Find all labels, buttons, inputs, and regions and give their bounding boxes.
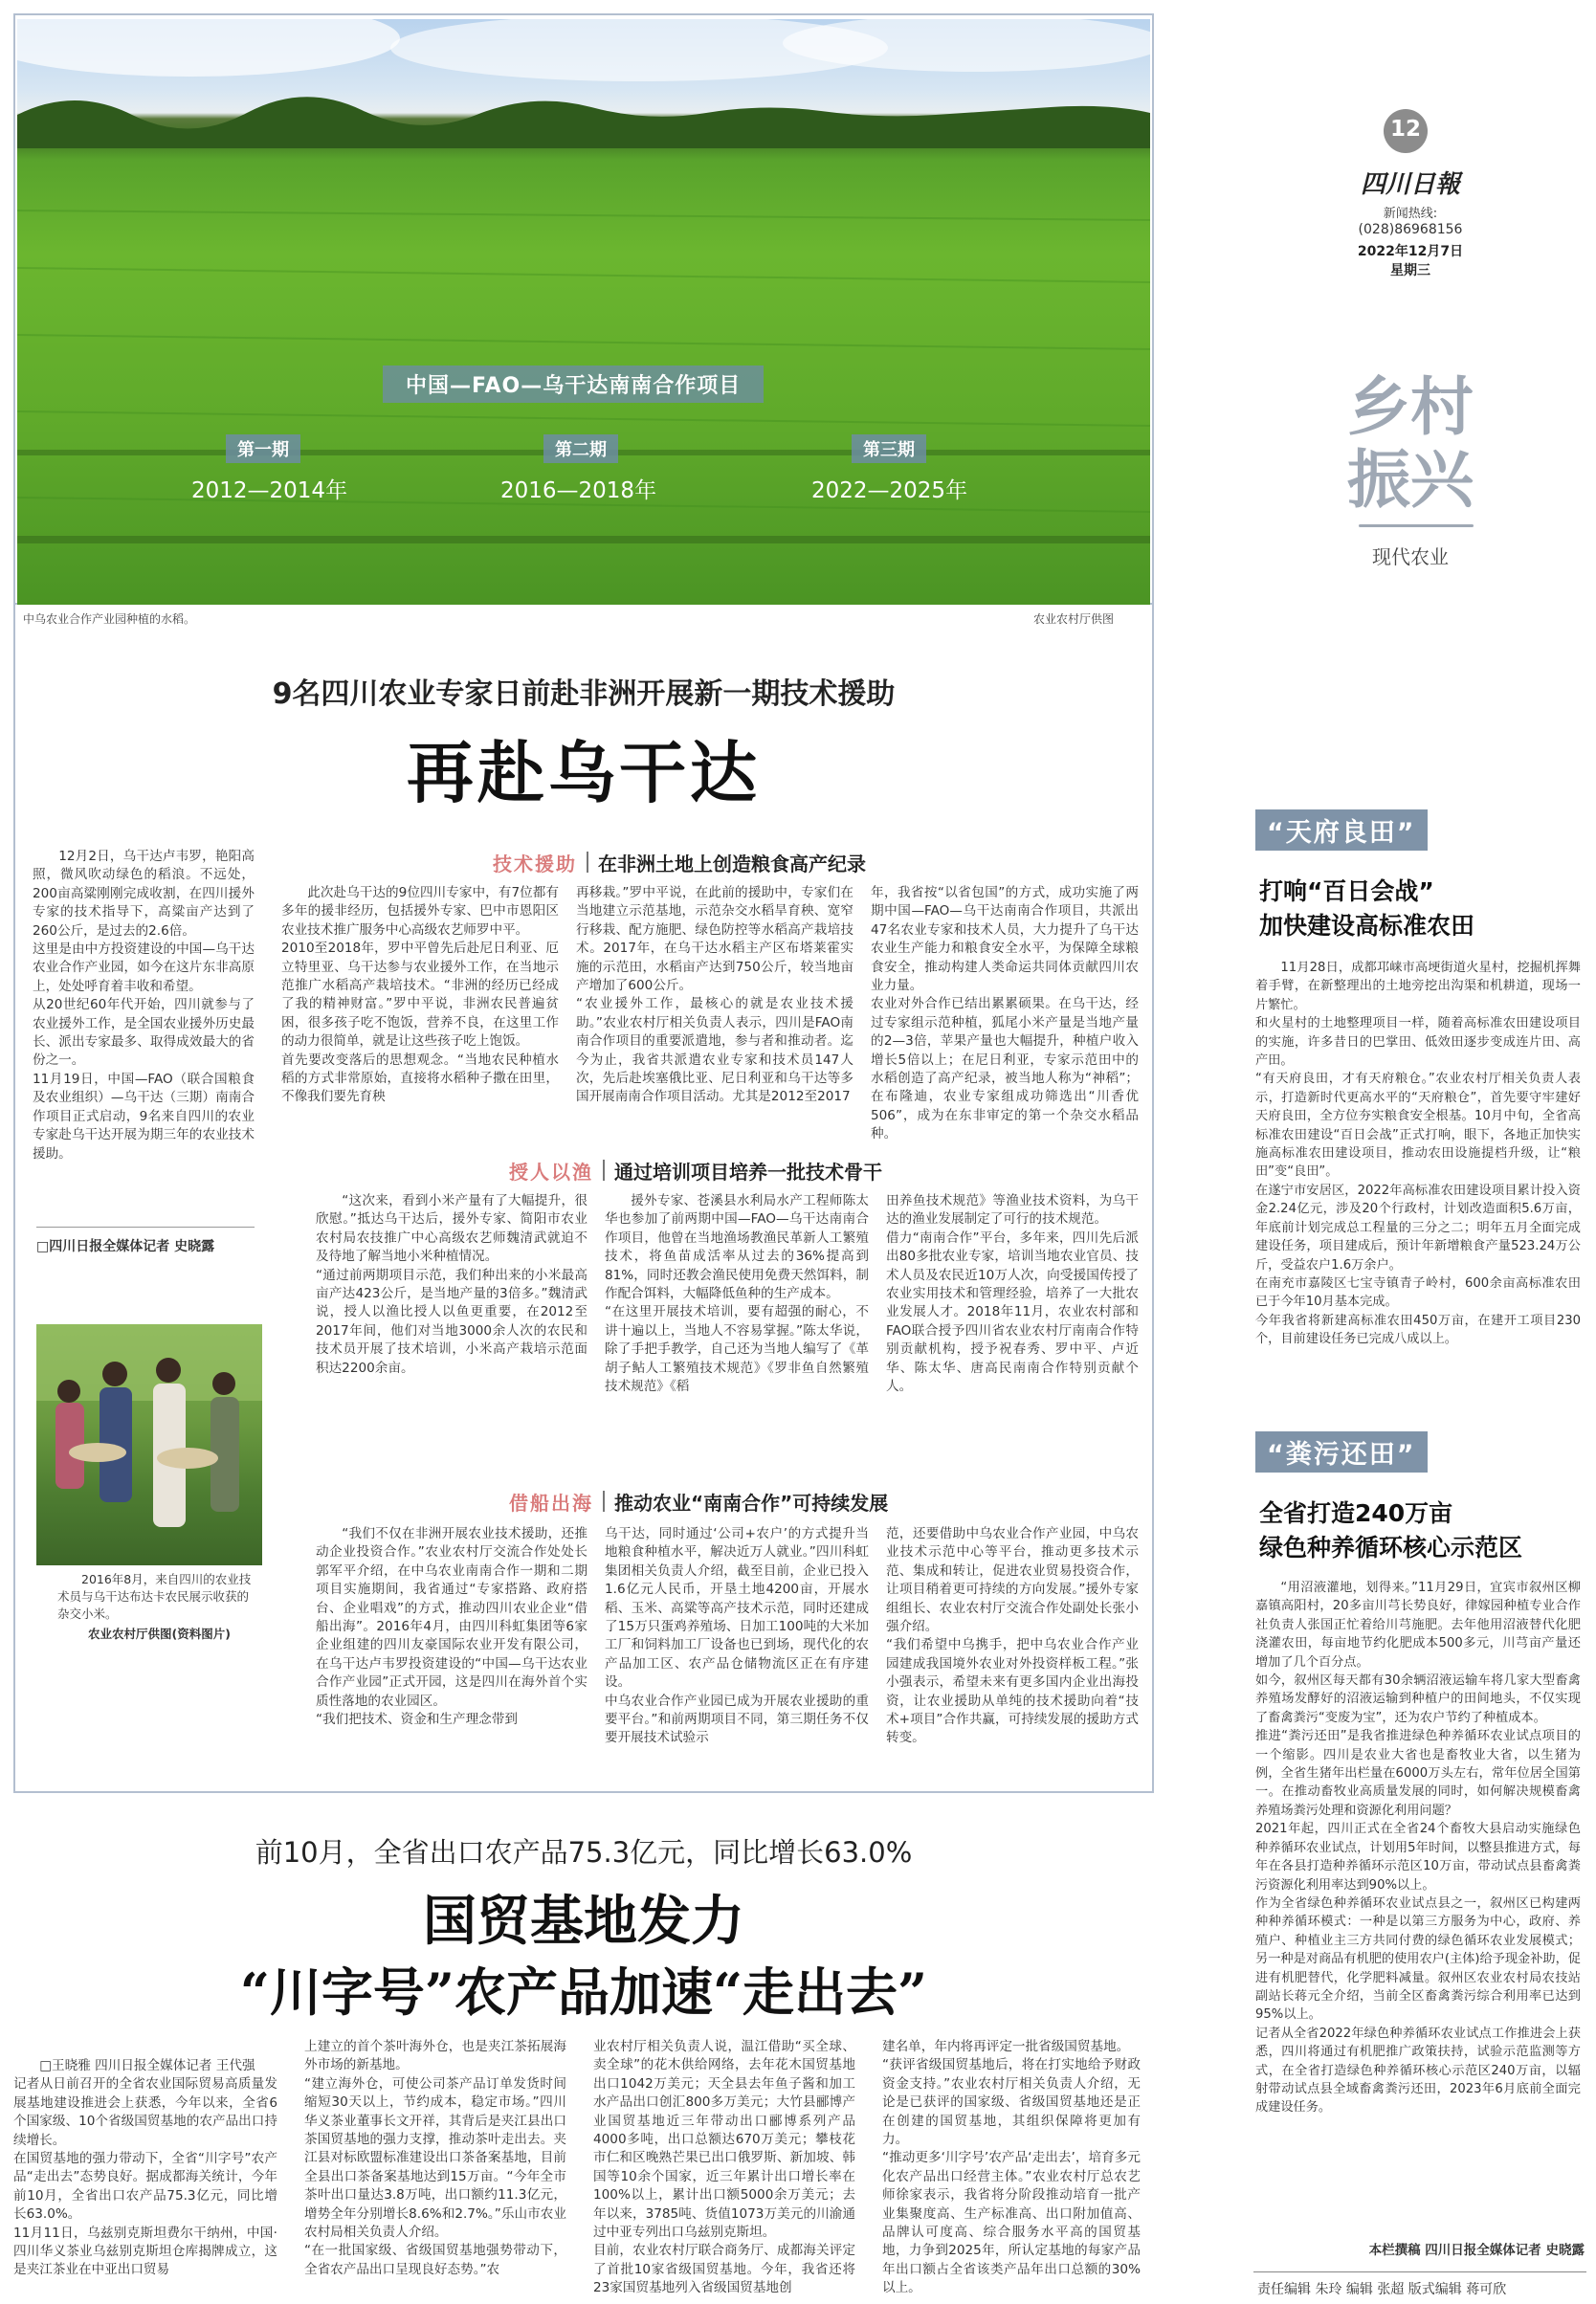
section-1-tag: 技术援助 [493,852,577,875]
inset-people [36,1324,262,1565]
sidebar-editor-note: 本栏撰稿 四川日报全媒体记者 史晓露 [1368,2243,1585,2258]
sidebar-story2-banner: “粪污还田” [1255,1431,1428,1473]
section-1-text-3: 年，我省按“以省包国”的方式，成功实施了两期中国—FAO—乌干达南南合作项目，共派出47名农业专家和技术人员，大力提升了乌干达农业生产能力和粮食安全水平，为保障全球粮食安全，推动构建人类命运共同体贡献四川农业力量。 农业对外合作已结出累累硕果。在乌干达，经过专家组示范种植，狐尾小米产量是当地产量的2—3倍，苹果产量也大幅提升，种植户收入增长5倍以上；在尼日利亚，专家示范田中的水稻创造了高产纪录，被当地人称为“神稻”；在布隆迪，农业专家组成功筛选出“川香优506”，成为在东非审定的第一个杂交水稻品种。 [871,885,1139,1142]
section-1-title: 在非洲土地上创造粮食高产纪录 [598,852,866,875]
sidebar-story1-body [1255,959,1581,1370]
section-2-title: 通过培训项目培养一批技术骨干 [614,1160,882,1184]
section-1-text-1: 此次赴乌干达的9位四川专家中，有7位都有多年的援非经历，包括援外专家、巴中市恩阳区农业技术推广服务中心高级农艺师罗中平。 2010至2018年，罗中平曾先后赴尼日利亚、厄立特里亚、乌干达参与农业援外工作，在当地示范推广水稻高产栽培技术。“非洲的经历已经成了我的精神财富。”罗中平说，非洲农民普遍贫困，很多孩子吃不饱饭，营养不良，在这里工作的动力很简单，就是让这些孩子吃上饱饭。 首先要改变落后的思想观念。“当地农民种植水稻的方式非常原始，直接将水稻种子撒在田里，不像我们要先育秧 [281,885,559,1105]
section-3-text-3: 范，还要借助中乌农业合作产业园，中乌农业技术示范中心等平台，推动更多技术示范、集成和转让，促进农业贸易投资合作，让项目稍着更可持续的方向发展。”援外专家组组长、农业农村厅交流合作处副处长张小强介绍。 “我们希望中乌携手，把中乌农业合作产业园建成我国境外农业对外投资样板工程。”张小强表示，希望未来有更多国内企业出海投资，让农业援助从单纯的技术援助向着“技术+项目”合作共赢，可持续发展的援助方式转变。 [886,1526,1139,1746]
phase-1-years: 2012—2014年 [191,478,348,503]
issue-date: 2022年12月7日 [1357,244,1464,259]
article1-byline: □四川日报全媒体记者 史晓露 [36,1239,215,1254]
section-3-divider [603,1491,605,1512]
footer-rule [1253,2271,1586,2272]
section-2-text-2: 援外专家、苍溪县水利局水产工程师陈太华也参加了前两期中国—FAO—乌干达南南合作项目，他曾在当地渔场教渔民革新人工繁殖技术，将鱼苗成活率从过去的36%提高到81%，同时还教会渔民使用免费天然饵料，制作配合饵料，大幅降低鱼种的生产成本。 “在这里开展技术培训，要有超强的耐心，不讲十遍以上，当地人不容易掌握。”陈太华说，除了手把手教学，自己还为当地人编写了《革胡子鲇人工繁殖技术规范》《罗非鱼自然繁殖技术规范》《稻 [605,1193,869,1395]
article2-headline-1: 国贸基地发力 [423,1890,744,1953]
article2-kicker: 前10月，全省出口农产品75.3亿元，同比增长63.0% [255,1836,913,1869]
section-1-col-1 [281,884,559,1148]
article1-kicker: 9名四川农业专家日前赴非洲开展新一期技术援助 [272,677,896,711]
issue-weekday: 星期三 [1390,263,1430,278]
section-swoosh [1359,524,1474,527]
section-title-2: 振兴 [1347,442,1474,517]
phase-2-years: 2016—2018年 [500,478,657,503]
field-texture [17,19,1150,605]
paper-name: 四川日報 [1360,170,1460,199]
phase-3-years: 2022—2025年 [811,478,968,503]
inset-caption: 2016年8月，来自四川的农业技术员与乌干达布达卡农民展示收获的杂交小米。 [57,1572,252,1621]
article1-section-1-head [493,846,866,878]
section-1-divider [587,852,588,873]
photo-credit: 农业农村厅供图 [1033,612,1115,626]
section-3-title: 推动农业“南南合作”可持续发展 [614,1491,889,1515]
page-number: 12 [1389,117,1421,142]
section-1-text-2: 再移栽。”罗中平说，在此前的援助中，专家们在当地建立示范基地，示范杂交水稻旱育秧、宽窄行移栽、配方施肥、绿色防控等水稻高产栽培技术。2017年，在乌干达水稻主产区布塔莱霍实施的示范田，水稻亩产达到750公斤，较当地亩产增加了600公斤。 “农业援外工作，最核心的就是农业技术援助。”农业农村厅相关负责人表示，四川是FAO南南合作项目的重要派遣地，参与者和推动者。迄今为止，我省共派遣农业专家和技术员147人次，先后赴埃塞俄比亚、尼日利亚和乌干达等多国开展南南合作项目活动。尤其是2012至2017 [576,885,853,1105]
section-2-col-2 [605,1192,869,1460]
article2-text-4: 建名单，年内将再评定一批省级国贸基地。 “获评省级国贸基地后，将在打实地给予财政资金支持。”农业农村厅相关负责人介绍，无论是已获评的国家级、省级国贸基地还是正在创建的国贸基地，其组织保障将更加有力。 “推动更多‘川字号’农产品‘走出去’，培育多元化农产品出口经营主体。”农业农村厅总农艺师徐家表示，我省将分阶段推动培育一批产业集聚度高、生产标准高、出口附加值高、品牌认可度高、综合服务水平高的国贸基地，力争到2025年，所认定基地的每家产品年出口额占全省该类产品年出口总额的30%以上。 [882,2039,1141,2296]
section-3-col-2 [605,1525,869,1776]
section-2-col-3 [886,1192,1139,1460]
phase-3-label: 第三期 [852,434,926,463]
section-3-text-1: “我们不仅在非洲开展农业技术援助，还推动企业投资合作。”农业农村厅交流合作处处长郭军平介绍，在中乌农业南南合作一期和二期项目实施期间，我省通过“专家搭路、政府搭台、企业唱戏”的方式，推动四川农业企业“借船出海”。2016年4月，由四川科虹集团等6家企业组建的四川友豪国际农业开发有限公司，在乌干达卢韦罗投资建设的“中国—乌干达农业合作产业园”正式开园，这是四川在海外首个实质性落地的农业园区。 “我们把技术、资金和生产理念带到 [316,1526,587,1728]
article2-col-4 [882,2038,1141,2300]
article2-col-1 [13,2057,277,2300]
section-3-col-1 [316,1525,587,1776]
section-subtitle: 现代农业 [1372,545,1449,568]
lead-photo [17,19,1150,605]
byline-rule [36,1227,255,1228]
phase-1-label: 第一期 [226,434,300,463]
section-2-tag: 授人以渔 [509,1160,593,1184]
sidebar-story2-title-1: 全省打造240万亩 [1259,1499,1453,1527]
article1-section-3-head [509,1485,888,1518]
sidebar-story2-body [1255,1579,1581,2206]
article2-text-3: 业农村厅相关负责人说，温江借助“买全球、卖全球”的花木供给网络，去年花木国贸基地出口1042万美元；天全县去年鱼子酱和加工水产品出口创汇800多万美元；大竹县郦博产业国贸基地近三年带动出口郦博系列产品4000多吨，出口总额达670万美元；攀枝花市仁和区晚熟芒果已出口俄罗斯、新加坡、韩国等10余个国家，近三年累计出口增长率在100%以上，累计出口额5000余万美元；去年以来，3785吨、货值1073万美元的川渝通过中亚专列出口乌兹别克斯坦。 目前，农业农村厅联合商务厅、成都海关评定了首批10家省级国贸基地。今年，我省还将23家国贸基地列入省级国贸基地创 [593,2039,855,2296]
section-1-col-2 [576,884,853,1148]
section-2-text-3: 田养鱼技术规范》等渔业技术资料，为乌干达的渔业发展制定了可行的技术规范。 借力“南南合作”平台，多年来，四川先后派出80多批农业专家，培训当地农业官员、技术人员及农民近10万人次，向受援国传授了农业实用技术和管理经验，培养了一大批农业发展人才。2018年11月，农业农村部和FAO联合授予四川省农业农村厅南南合作特别贡献机构，授予祝春秀、罗中平、卢近华、陈太华、唐高民南南合作特别贡献个人。 [886,1193,1139,1395]
article2-text-1: □王晓雅 四川日报全媒体记者 王代强 记者从日前召开的全省农业国际贸易高质量发展基地建设推进会上获悉，今年以来，全省6个国家级、10个省级国贸基地的农产品出口持续增长。 在国贸基地的强力带动下，全省“川字号”农产品“走出去”态势良好。据成都海关统计，今年前10月，全省出口农产品75.3亿元，同比增长63.0%。 11月11日，乌兹别克斯坦费尔干纳州，中国·四川华义茶业乌兹别克斯坦仓库揭牌成立，这是夹江茶业在中亚出口贸易 [13,2058,277,2278]
sidebar-story1-title-1: 打响“百日会战” [1259,877,1434,905]
article2-headline-2: “川字号”农产品加速“走出去” [239,1961,928,2023]
article2-text-2: 上建立的首个茶叶海外仓，也是夹江茶拓展海外市场的新基地。 “建立海外仓，可使公司茶产品订单发货时间缩短30天以上，节约成本，稳定市场。”四川华义茶业董事长文开祥，其背后是夹江县出口茶国贸基地的强力支撑，推动茶叶走出去。夹江县对标欧盟标准建设出口茶备案基地，目前全县出口茶备案基地达到15万亩。“今年全市茶叶出口量达3.8万吨，出口额约11.3亿元，增势全年分别增长8.6%和2.7%。”乐山市农业农村局相关负责人介绍。 “在一批国家级、省级国贸基地强势带动下，全省农产品出口呈现良好态势。”农 [304,2039,566,2277]
article1-section-2-head [509,1154,882,1186]
sidebar-story2-text: “用沼液灌地，划得来。”11月29日，宜宾市叙州区柳嘉镇高阳村，20多亩川芎长势良好，律嫁园种植专业合作社负责人张国正忙着给川芎施肥。去年他用沼液替代化肥浇灌农田，每亩地节约化肥成本500多元，川芎亩产量还增加了几个百分点。 如今，叙州区每天都有30余辆沼液运输车将几家大型畜禽养殖场发酵好的沼液运输到种植户的田间地头，不仅实现了畜禽粪污“变废为宝”，还为农户节约了种植成本。 推进“粪污还田”是我省推进绿色种养循环农业试点项目的一个缩影。四川是农业大省也是畜牧业大省，以生猪为例，全省生猪年出栏量在6000万头左右，常年位居全国第一。在推动畜牧业高质量发展的同时，如何解决规模畜禽养殖场粪污处理和资源化利用问题？ 2021年起，四川正式在全省24个畜牧大县启动实施绿色种养循环农业试点，计划用5年时间，以整县推进方式，每年在各县打造种养循环示范区10万亩，带动试点县畜禽粪污资源化利用率达到90%以上。 作为全省绿色种养循环农业试点县之一，叙州区已构建两种种养循环模式：一种是以第三方服务为中心，政府、养殖户、种植业主三方共同付费的绿色循环农业发展模式；另一种是对商品有机肥的使用农户(主体)给予现金补助，促进有机肥替代，化学肥料减量。叙州区农业农村局农技站副站长蒋元全介绍，当前全区畜禽粪污综合利用率已达到95%以上。 记者从全省2022年绿色种养循环农业试点工作推进会上获悉，四川将通过有机肥推广政策扶持，试验示范监测等方式，在全省打造绿色种养循环核心示范区240万亩，以辐射带动试点县全域畜禽粪污还田，2023年6月底前全面完成建设任务。 [1255,1581,1581,2116]
article1-headline: 再赴乌干达 [407,733,761,812]
section-title-1: 乡村 [1347,369,1474,444]
article1-lead [33,848,255,1230]
sidebar-story1-text: 11月28日，成都邛崃市高埂街道火星村，挖掘机挥舞着手臂，在新整理出的土地旁挖出沟渠和机耕道，现场一片繁忙。 和火星村的土地整理项目一样，随着高标准农田建设项目的实施，许多昔日的巴掌田、低效田逐步变成连片田、高产田。 “有天府良田，才有天府粮仓。”农业农村厅相关负责人表示，打造新时代更高水平的“天府粮仓”，首先要守牢建好天府良田，全方位夯实粮食安全根基。10月中旬，全省高标准农田建设“百日会战”正式打响，眼下，各地正加快实施高标准农田建设项目，推动农田设施提档升级，让“粮田”变“良田”。 在遂宁市安居区，2022年高标准农田建设项目累计投入资金2.24亿元，涉及20个行政村，计划改造面积5.6万亩，年底前计划完成总工程量的三分之二；明年五月全面完成建设任务，项目建成后，预计年新增粮食产量523.24万公斤，受益农户1.6万余户。 在南充市嘉陵区七宝寺镇青子岭村，600余亩高标准农田已于今年10月基本完成。 今年我省将新建高标准农田450万亩，在建开工项目230个，目前建设任务已完成八成以上。 [1255,961,1581,1347]
sidebar-story1-title-2: 加快建设高标准农田 [1259,912,1475,940]
hotline-label: 新闻热线: [1383,207,1438,221]
article1-lead-text: 12月2日，乌干达卢韦罗，艳阳高照，微风吹动绿色的稻浪。不远处，200亩高粱刚刚完成收割，在四川援外专家的技术指导下，高粱亩产达到了260公斤，是过去的2.6倍。 这里是由中方投资建设的中国—乌干达农业合作产业园，如今在这片东非高原上，处处呼育着丰收和希望。 从20世纪60年代开始，四川就参与了农业援外工作，是全国农业援外历史最长、派出专家最多、取得成效最大的省份之一。 11月19日，中国—FAO（联合国粮食及农业组织）—乌干达（三期）南南合作项目正式启动，9名来自四川的农业专家赴乌干达开展为期三年的农业技术援助。 [33,849,255,1162]
inset-credit: 农业农村厅供图(资料图片) [88,1627,231,1641]
hotline-number: (028)86968156 [1358,222,1463,237]
sidebar-story1-banner: “天府良田” [1255,809,1428,851]
section-1-col-3 [871,884,1139,1148]
project-title: 中国—FAO—乌干达南南合作项目 [383,366,764,403]
phase-2-label: 第二期 [543,434,618,463]
section-3-col-3 [886,1525,1139,1776]
section-2-col-1 [316,1192,587,1460]
sidebar-story2-title-2: 绿色种养循环核心示范区 [1259,1534,1523,1562]
article2-col-3 [593,2038,855,2300]
article2-col-2 [304,2038,566,2300]
section-2-text-1: “这次来，看到小米产量有了大幅提升，很欣慰。”抵达乌干达后，援外专家、简阳市农业农村局农技推广中心高级农艺师魏清武就迫不及待地了解当地小米种植情况。 “通过前两期项目示范，我们种出来的小米最高亩产达423公斤，是当地产量的3倍多。”魏清武说，授人以渔比授人以鱼更重要，在2012至2017年间，他们对当地3000余人次的农民和技术员开展了技术培训，小米高产栽培示范面积达2200余亩。 [316,1193,587,1376]
footer-credits: 责任编辑 朱玲 编辑 张超 版式编辑 蒋可欣 [1257,2282,1507,2297]
section-2-divider [603,1160,605,1181]
photo-caption: 中乌农业合作产业园种植的水稻。 [23,612,196,626]
inset-photo [36,1324,262,1565]
section-3-tag: 借船出海 [509,1491,593,1515]
section-3-text-2: 乌干达，同时通过‘公司+农户’的方式提升当地粮食种植水平，解决近万人就业。”四川科虹集团相关负责人介绍，截至目前，企业已投入1.6亿元人民币，开垦土地4200亩，开展水稻、玉米、高粱等高产技术示范，同时还建成了15万只蛋鸡养殖场、日加工100吨的大米加工厂和饲料加工厂设备也已到场，现代化的农产品加工区、农产品仓储物流区正在有序建设。 中乌农业合作产业园已成为开展农业援助的重要平台。”和前两期项目不同，第三期任务不仅要开展技术试验示 [605,1526,869,1746]
